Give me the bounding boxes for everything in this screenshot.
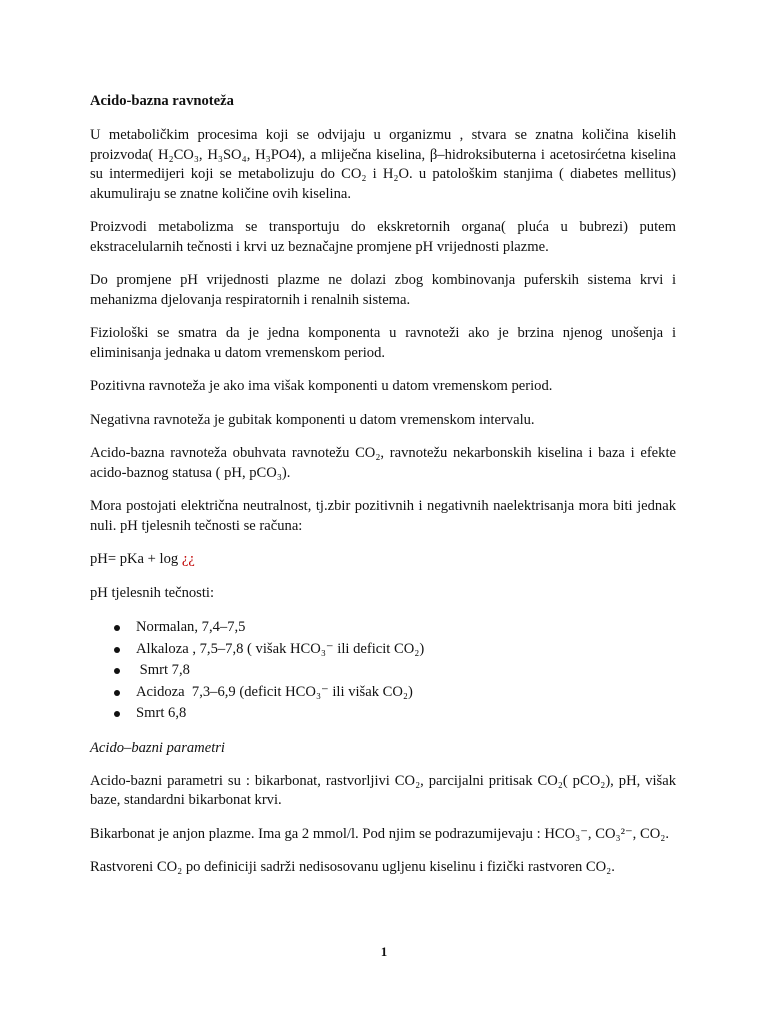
list-item: Normalan, 7,4–7,5 <box>90 617 676 639</box>
paragraph-neutrality: Mora postojati električna neutralnost, tj.zbir pozitivnih i negativnih naelektrisanja mora biti jednak nuli. pH tjelesnih tečnosti se računa: <box>90 498 676 534</box>
section-heading: Acido–bazni parametri <box>90 739 225 756</box>
paragraph-positive-balance: Pozitivna ravnoteža je ako ima višak komponenti u datom vremenskom period. <box>90 378 553 394</box>
bullet-icon <box>114 711 120 717</box>
ph-values-list <box>90 617 676 725</box>
formula-error-glyph: ¿¿ <box>181 551 195 567</box>
list-item: Acidoza 7,3–6,9 (deficit HCO₃⁻ ili višak CO₂) <box>90 682 676 704</box>
list-item: Alkaloza , 7,5–7,8 ( višak HCO₃⁻ ili deficit CO₂) <box>90 639 676 661</box>
bullet-icon <box>114 690 120 696</box>
page-number: 1 <box>380 944 388 959</box>
bullet-icon <box>114 668 120 674</box>
bullet-icon <box>114 647 120 653</box>
paragraph-ph-stability: Do promjene pH vrijednosti plazme ne dolazi zbog kombinovanja puferskih sistema krvi i mehanizma djelovanja respiratornih i renalnih sistema. <box>90 272 676 308</box>
paragraph-dissolved-co2: Rastvoreni CO₂ po definiciji sadrži nedisosovanu ugljenu kiselinu i fizički rastvoren CO₂. <box>90 859 615 875</box>
paragraph-transport: Proizvodi metabolizma se transportuju do ekskretornih organa( pluća u bubrezi) putem ekstracelularnih tečnosti i krvi uz beznačajne promjene pH vrijednosti plazme. <box>90 219 676 255</box>
list-item: Smrt 7,8 <box>90 660 676 682</box>
paragraph-acid-base-scope: Acido-bazna ravnoteža obuhvata ravnotežu CO₂, ravnotežu nekarbonskih kiselina i baza i efekte acido-baznog statusa ( pH, pCO₃). <box>90 445 676 481</box>
ph-list-intro: pH tjelesnih tečnosti: <box>90 584 215 601</box>
document-body <box>90 92 676 892</box>
formula-text: pH= pKa + log <box>90 551 182 567</box>
bullet-icon <box>114 625 120 631</box>
paragraph-metabolism: U metaboličkim procesima koji se odvijaju u organizmu , stvara se znatna količina kiselih proizvoda( H₂CO₃, H₃SO₄, H₃PO4), a mliječna kiselina, β–hidroksibuterna i acetosirćetna kiselina su intermedijeri koji se metabolizuju do CO₂ i H₂O. u patološkim stanjima ( diabetes mellitus) akumuliraju se znatne količine ovih kiselina. <box>90 127 676 202</box>
paragraph-parameters: Acido-bazni parametri su : bikarbonat, rastvorljivi CO₂, parcijalni pritisak CO₂( pCO₂), pH, višak baze, standardni bikarbonat krvi. <box>90 772 676 808</box>
paragraph-negative-balance: Negativna ravnoteža je gubitak komponenti u datom vremenskom intervalu. <box>90 411 535 428</box>
document-title: Acido-bazna ravnoteža <box>90 93 234 109</box>
list-item: Smrt 6,8 <box>90 703 676 725</box>
paragraph-physiological-balance: Fiziološki se smatra da je jedna komponenta u ravnoteži ako je brzina njenog unošenja i eliminisanja jednaka u datom vremenskom period. <box>90 325 676 361</box>
ph-formula <box>90 550 676 570</box>
paragraph-bicarbonate: Bikarbonat je anjon plazme. Ima ga 2 mmol/l. Pod njim se podrazumijevaju : HCO₃⁻, CO₃²⁻, CO₂. <box>90 825 669 842</box>
